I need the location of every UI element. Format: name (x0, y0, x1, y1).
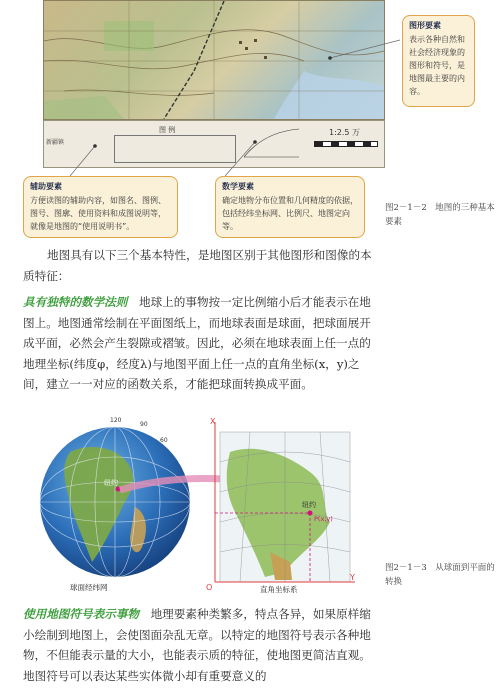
callout-title: 数学要素 (222, 182, 254, 191)
paragraph-math-law (23, 292, 376, 395)
grid-caption-label: 直角坐标系 (260, 585, 298, 594)
legend-title: 图 例 (159, 126, 176, 134)
figure-caption-2-1-3: 图2－1－3 从球面到平面的转换 (385, 563, 495, 587)
point-coord-label: P(x,y) (314, 515, 333, 523)
callout-title: 图形要素 (409, 21, 441, 30)
globe-place-label: 纽约 (104, 479, 118, 487)
callout-title: 辅助要素 (30, 182, 62, 191)
intro-paragraph: 地图具有以下三个基本特性，是地图区别于其他图形和图像的本质特征： (23, 248, 372, 283)
keyword-heading: 使用地图符号表示事物 (23, 607, 139, 621)
plane-point (308, 511, 313, 516)
figure-globe-to-plane (30, 412, 360, 597)
scale-text: 1:2.5 万 (329, 128, 361, 137)
figure-caption-2-1-2: 图2－1－2 地图的三种基本要素 (385, 203, 495, 227)
globe-caption-label: 球面经纬网 (70, 583, 108, 592)
callout-body: 表示各种自然和社会经济现象的图形和符号，是地图最主要的内容。 (409, 35, 465, 96)
axis-y-label: Y (350, 573, 355, 582)
paragraph-text: 地理要素种类繁多，特点各异，如果原样缩小绘制到地图上，会使图面杂乱无章。以特定的地图符号表示各种地物，不但能表示量的大小，也能表示质的特征，使地图更简洁直观。地图符号可以表达某些实体微小却有重要意义的 (23, 607, 371, 683)
callout-auxiliary-elements (23, 176, 178, 238)
paragraph-map-symbols (23, 604, 376, 686)
paragraph-text: 地球上的事物按一定比例缩小后才能表示在地图上。地图通常绘制在平面图纸上，而地球表面是球面，把球面展开成平面，必然会产生裂隙或褶皱。因此，必须在地球表面上任一点的地理坐标(纬度φ，经度λ)与地图平面上任一点的直角坐标(x，y)之间，建立一一对应的函数关系，才能把球面转换成平面。 (23, 295, 371, 391)
callout-body: 方便读图的辅助内容，如图名、图例、图号、图廓、使用资料和成图说明等，就像是地图的“使用说明书”。 (30, 196, 166, 231)
lon-label: 120 (110, 417, 122, 424)
axis-x-label: X (210, 417, 216, 426)
callout-body: 确定地物分布位置和几何精度的依据，包括经纬坐标网、比例尺、地图定向等。 (222, 196, 358, 231)
keyword-heading: 具有独特的数学法则 (23, 295, 128, 309)
callout-graphic-elements (402, 15, 475, 107)
lon-label: 60 (160, 437, 168, 444)
callout-math-elements (215, 176, 365, 238)
plane-map (206, 417, 355, 594)
origin-label: O (206, 583, 213, 592)
lon-label: 90 (140, 421, 148, 428)
plane-place-label: 纽约 (302, 501, 316, 509)
legend-label: 新疆镇 (46, 139, 65, 146)
